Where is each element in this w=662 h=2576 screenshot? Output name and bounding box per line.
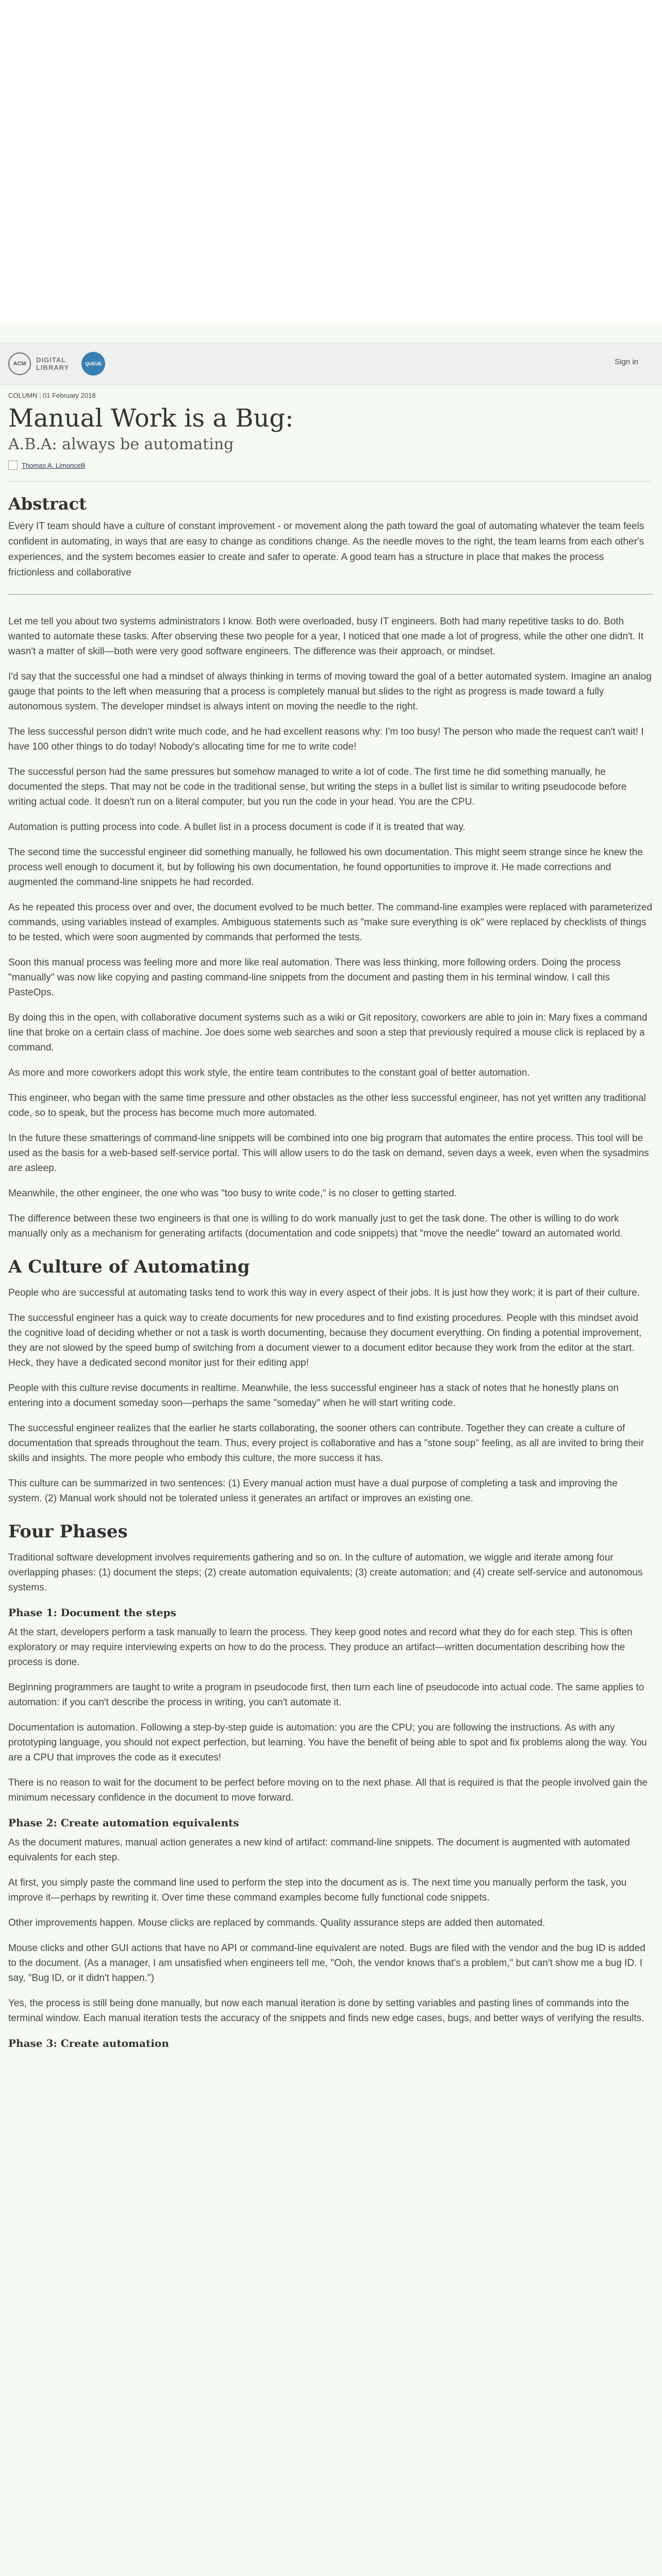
paragraph: People with this culture revise documents in realtime. Meanwhile, the less successful engineer has a stack of notes that he honestly plans on entering into a document someday soon—perhaps the same "someday" when he will start writing code. (8, 1383, 619, 1409)
paragraph: Mouse clicks and other GUI actions that have no API or command-line equivalent are noted. Bugs are filed with the vendor and the bug ID is added to the document. (As a manager, I am unsatisfied when engineers tell me, "Ooh, the vendor knows that's a problem," but can't show me a bug ID. I say, "Bug ID, or it didn't happen.") (8, 1943, 646, 1984)
article-body (8, 614, 653, 2049)
paragraph: The successful engineer has a quick way to create documents for new procedures and to find existing procedures. People with this mindset avoid the cognitive load of deciding whether or not a task is worth documenting, because they document everything. On finding a potential improvement, they are not slowed by the speed bump of switching from a document viewer to a document editor because they work from the editor at the start. Heck, they have a dedicated second monitor just for their editing app! (8, 1313, 642, 1368)
author-name[interactable]: Thomas A. Limoncelli (22, 461, 86, 469)
paragraph: Meanwhile, the other engineer, the one who was "too busy to write code," is no closer to getting started. (8, 1188, 457, 1199)
article-kicker (8, 392, 653, 399)
abstract-text: Every IT team should have a culture of constant improvement - or movement along the path toward the goal of automating whatever the team feels confident in automating, in ways that are easy to change as conditions change. As the needle moves to the right, the team learns from each other's experiences, and the system becomes easier to create and safer to operate. A good team has a structure in place that makes the process frictionless and collaborative (8, 521, 644, 578)
paragraph: I'd say that the successful one had a mindset of always thinking in terms of moving toward the goal of a better automated system. Imagine an analog gauge that points to the left when measuring that a process is completely manual but slides to the right as progress is made toward a fully autonomous system. The developer mindset is always intent on moving the needle to the right. (8, 671, 652, 712)
logo-line-2: LIBRARY (36, 364, 70, 371)
publish-date: 01 February 2018 (42, 392, 96, 399)
site-navbar (0, 343, 662, 385)
paragraph: Documentation is automation. Following a step-by-step guide is automation: you are the CPU; you are following the instructions. As with any prototyping language, you should not expect perfection, but learning. You have the benefit of being able to spot and fix problems along the way. You are a CPU that improves the code as it executes! (8, 1722, 647, 1763)
subsection-heading: Phase 3: Create automation (8, 2037, 169, 2049)
subsection-heading: Phase 2: Create automation equivalents (8, 1817, 239, 1829)
paragraph: Other improvements happen. Mouse clicks are replaced by commands. Quality assurance steps are added then automated. (8, 1918, 545, 1928)
paragraph: Beginning programmers are taught to write a program in pseudocode first, then turn each line of pseudocode into actual code. The same applies to automation: if you can't describe the process in writing, you can't automate it. (8, 1682, 644, 1708)
paragraph: At first, you simply paste the command line used to perform the step into the document as is. The next time you manually perform the task, you improve it—perhaps by rewriting it. Over time these command examples become fully functional code snippets. (8, 1877, 627, 1903)
logo-line-1: DIGITAL (36, 356, 67, 364)
section-heading: Four Phases (8, 1521, 128, 1542)
article (8, 392, 653, 2056)
kicker-separator: | (39, 392, 43, 399)
section-label[interactable]: COLUMN (8, 392, 38, 399)
paragraph: There is no reason to wait for the document to be perfect before moving on to the next phase. All that is required is that the people involved gain the minimum necessary confidence in the document to move forward. (8, 1777, 648, 1803)
paragraph: As more and more coworkers adopt this work style, the entire team contributes to the constant goal of better automation. (8, 1067, 530, 1078)
paragraph: Traditional software development involves requirements gathering and so on. In the culture of automation, we wiggle and iterate among four overlapping phases: (1) document the steps; (2) create automation equivalents; (3) create automation; and (4) create self-service and autonomous systems. (8, 1552, 643, 1593)
paragraph: Soon this manual process was feeling more and more like real automation. There was less thinking, more following orders. Doing the process "manually" was now like copying and pasting command-line snippets from the document and pasting them in his terminal window. I call this PasteOps. (8, 957, 621, 998)
digital-library-wordmark (36, 356, 69, 371)
paragraph: People who are successful at automating tasks tend to work this way in every aspect of their jobs. It is just how they work; it is part of their culture. (8, 1287, 640, 1298)
author-link[interactable] (8, 461, 653, 470)
sign-in-link[interactable]: Sign in (615, 358, 638, 366)
paragraph: As the document matures, manual action generates a new kind of artifact: command-line snippets. The document is augmented with automated equivalents for each step. (8, 1837, 630, 1863)
divider (8, 481, 653, 482)
paragraph: By doing this in the open, with collaborative document systems such as a wiki or Git repository, coworkers are able to join in: Mary fixes a command line that broke on a certain class of machine. Joe does some web searches and soon a step that previously required a mouse click is replaced by a command. (8, 1012, 648, 1053)
paragraph: As he repeated this process over and over, the document evolved to be much better. The command-line examples were replaced with parameterized commands, using variables instead of examples. Ambiguous statements such as "make sure everything is ok" were replaced by checklists of things to be tested, which were soon augmented by commands that performed the tests. (8, 902, 653, 943)
queue-badge-icon[interactable]: QUEUE (81, 352, 105, 376)
paragraph: The second time the successful engineer did something manually, he followed his own documentation. This might seem strange since he knew the process well enough to document it, but by following his own documentation, he found opportunities to improve it. He made corrections and augmented the command-line snippets he had recorded. (8, 847, 643, 888)
article-title: Manual Work is a Bug: (8, 404, 294, 433)
paragraph: This culture can be summarized in two sentences: (1) Every manual action must have a dual purpose of completing a task and improving the system. (2) Manual work should not be tolerated unless it generates an artifact or improves an existing one. (8, 1478, 618, 1504)
paragraph: Automation is putting process into code. A bullet list in a process document is code if it is treated that way. (8, 822, 466, 833)
paragraph: In the future these smatterings of command-line snippets will be combined into one big program that automates the entire process. This tool will be used as the basis for a web-based self-service portal. This will allow users to do the task on demand, seven days a week, even when the sysadmins are asleep. (8, 1133, 649, 1174)
section-heading: A Culture of Automating (8, 1257, 250, 1277)
paragraph: The less successful person didn't write much code, and he had excellent reasons why: I'm too busy! The person who made the request can't wait! I have 100 other things to do today! Nobody's allocating time for me to write code! (8, 726, 644, 752)
blank-header-space (0, 0, 662, 325)
article-subtitle: A.B.A: always be automating (8, 435, 234, 453)
author-avatar-icon (8, 461, 18, 470)
paragraph: Let me tell you about two systems administrators I know. Both were overloaded, busy IT engineers. Both had many repetitive tasks to do. Both wanted to automate these tasks. After observing these two people for a year, I noticed that one made a lot of progress, while the other one didn't. It wasn't a matter of skill—both were very good software engineers. The difference was their approach, or mindset. (8, 616, 643, 657)
paragraph: The successful engineer realizes that the earlier he starts collaborating, the sooner others can contribute. Together they can create a culture of documentation that spreads throughout the team. Thus, every project is collaborative and has a "stone soup" feeling, as all are invited to bring their skills and insights. The more people who embody this culture, the more success it has. (8, 1423, 644, 1464)
paragraph: Yes, the process is still being done manually, but now each manual iteration is done by setting variables and pasting lines of commands into the terminal window. Each manual iteration tests the accuracy of the snippets and finds new edge cases, bugs, and better ways of verifying the results. (8, 1998, 644, 2024)
acm-dl-logo[interactable] (8, 352, 105, 376)
paragraph: The successful person had the same pressures but somehow managed to write a lot of code. The first time he did something manually, he documented the steps. That may not be code in the traditional sense, but writing the steps in a bullet list is similar to writing pseudocode before writing actual code. It doesn't run on a literal computer, but you run the code in your head. You are the CPU. (8, 767, 627, 807)
abstract-heading: Abstract (8, 494, 87, 514)
paragraph: This engineer, who began with the same time pressure and other obstacles as the other less successful engineer, has not yet written any traditional code, so to speak, but the process has become much more automated. (8, 1093, 646, 1118)
paragraph: At the start, developers perform a task manually to learn the process. They keep good notes and record what they do for each step. This is often exploratory or may require interviewing experts on how to do the process. They produce an artifact—written documentation describing how the process is done. (8, 1627, 633, 1668)
divider (8, 594, 653, 595)
subsection-heading: Phase 1: Document the steps (8, 1606, 176, 1619)
acm-logo-icon: ACM (8, 352, 31, 375)
paragraph: The difference between these two engineers is that one is willing to do work manually just to get the task done. The other is willing to do work manually only as a mechanism for generating artifacts (documentation and code snippets) that "move the needle" toward an automated world. (8, 1213, 623, 1239)
